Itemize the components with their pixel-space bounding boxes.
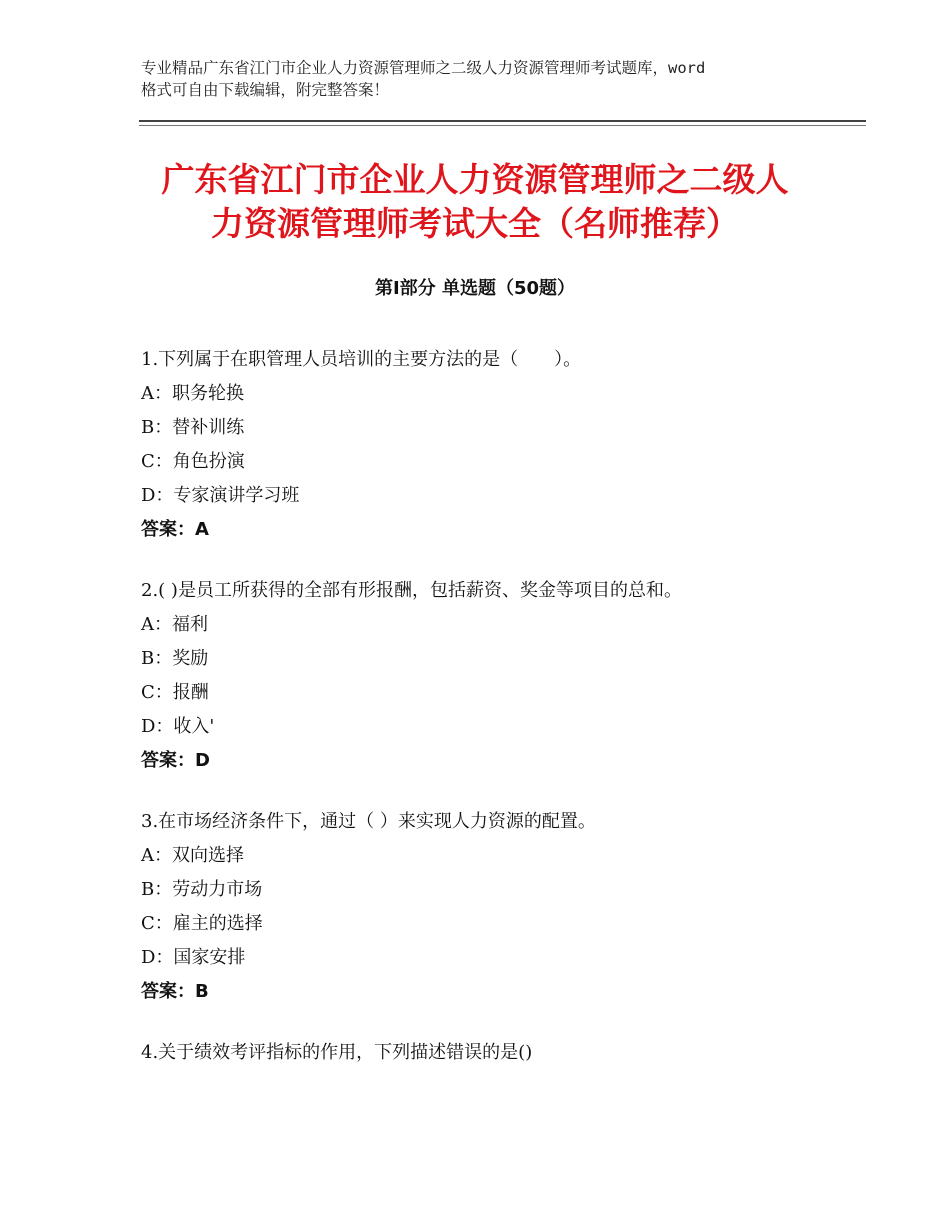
question-list <box>141 343 861 1097</box>
question-stem: 1.下列属于在职管理人员培训的主要方法的是（ ）。 <box>141 349 582 370</box>
question-option-b: B：替补训练 <box>141 417 245 438</box>
question-option-b: B：劳动力市场 <box>141 879 263 900</box>
question-option-b: B：奖励 <box>141 648 209 669</box>
question-item <box>141 343 861 547</box>
question-option-c: C：角色扮演 <box>141 451 245 472</box>
document-title-line2: 力资源管理师考试大全（名师推荐） <box>211 204 739 243</box>
header-note <box>141 57 831 101</box>
question-option-a: A：福利 <box>141 614 208 635</box>
question-answer: 答案：A <box>141 519 209 540</box>
question-option-c: C：雇主的选择 <box>141 913 263 934</box>
header-divider-thick <box>139 120 866 122</box>
question-option-d: D：国家安排 <box>141 947 246 968</box>
question-stem: 3.在市场经济条件下，通过（ ）来实现人力资源的配置。 <box>141 811 596 832</box>
question-item <box>141 1036 861 1070</box>
question-answer: 答案：B <box>141 981 209 1002</box>
header-divider-thin <box>139 125 866 126</box>
section-heading: 第Ⅰ部分 单选题（50题） <box>374 278 575 299</box>
document-title-line1: 广东省江门市企业人力资源管理师之二级人 <box>161 160 789 199</box>
document-title <box>100 158 850 246</box>
header-note-line1: 专业精品广东省江门市企业人力资源管理师之二级人力资源管理师考试题库，word <box>141 59 706 77</box>
header-note-line2: 格式可自由下载编辑，附完整答案！ <box>141 81 390 99</box>
question-item <box>141 574 861 778</box>
question-option-d: D：收入' <box>141 716 215 737</box>
question-stem: 4.关于绩效考评指标的作用，下列描述错误的是() <box>141 1042 533 1063</box>
question-option-d: D：专家演讲学习班 <box>141 485 300 506</box>
question-answer: 答案：D <box>141 750 210 771</box>
question-option-a: A：双向选择 <box>141 845 244 866</box>
question-option-a: A：职务轮换 <box>141 383 244 404</box>
question-item <box>141 805 861 1009</box>
question-stem: 2.( )是员工所获得的全部有形报酬，包括薪资、奖金等项目的总和。 <box>141 580 682 601</box>
question-option-c: C：报酬 <box>141 682 209 703</box>
